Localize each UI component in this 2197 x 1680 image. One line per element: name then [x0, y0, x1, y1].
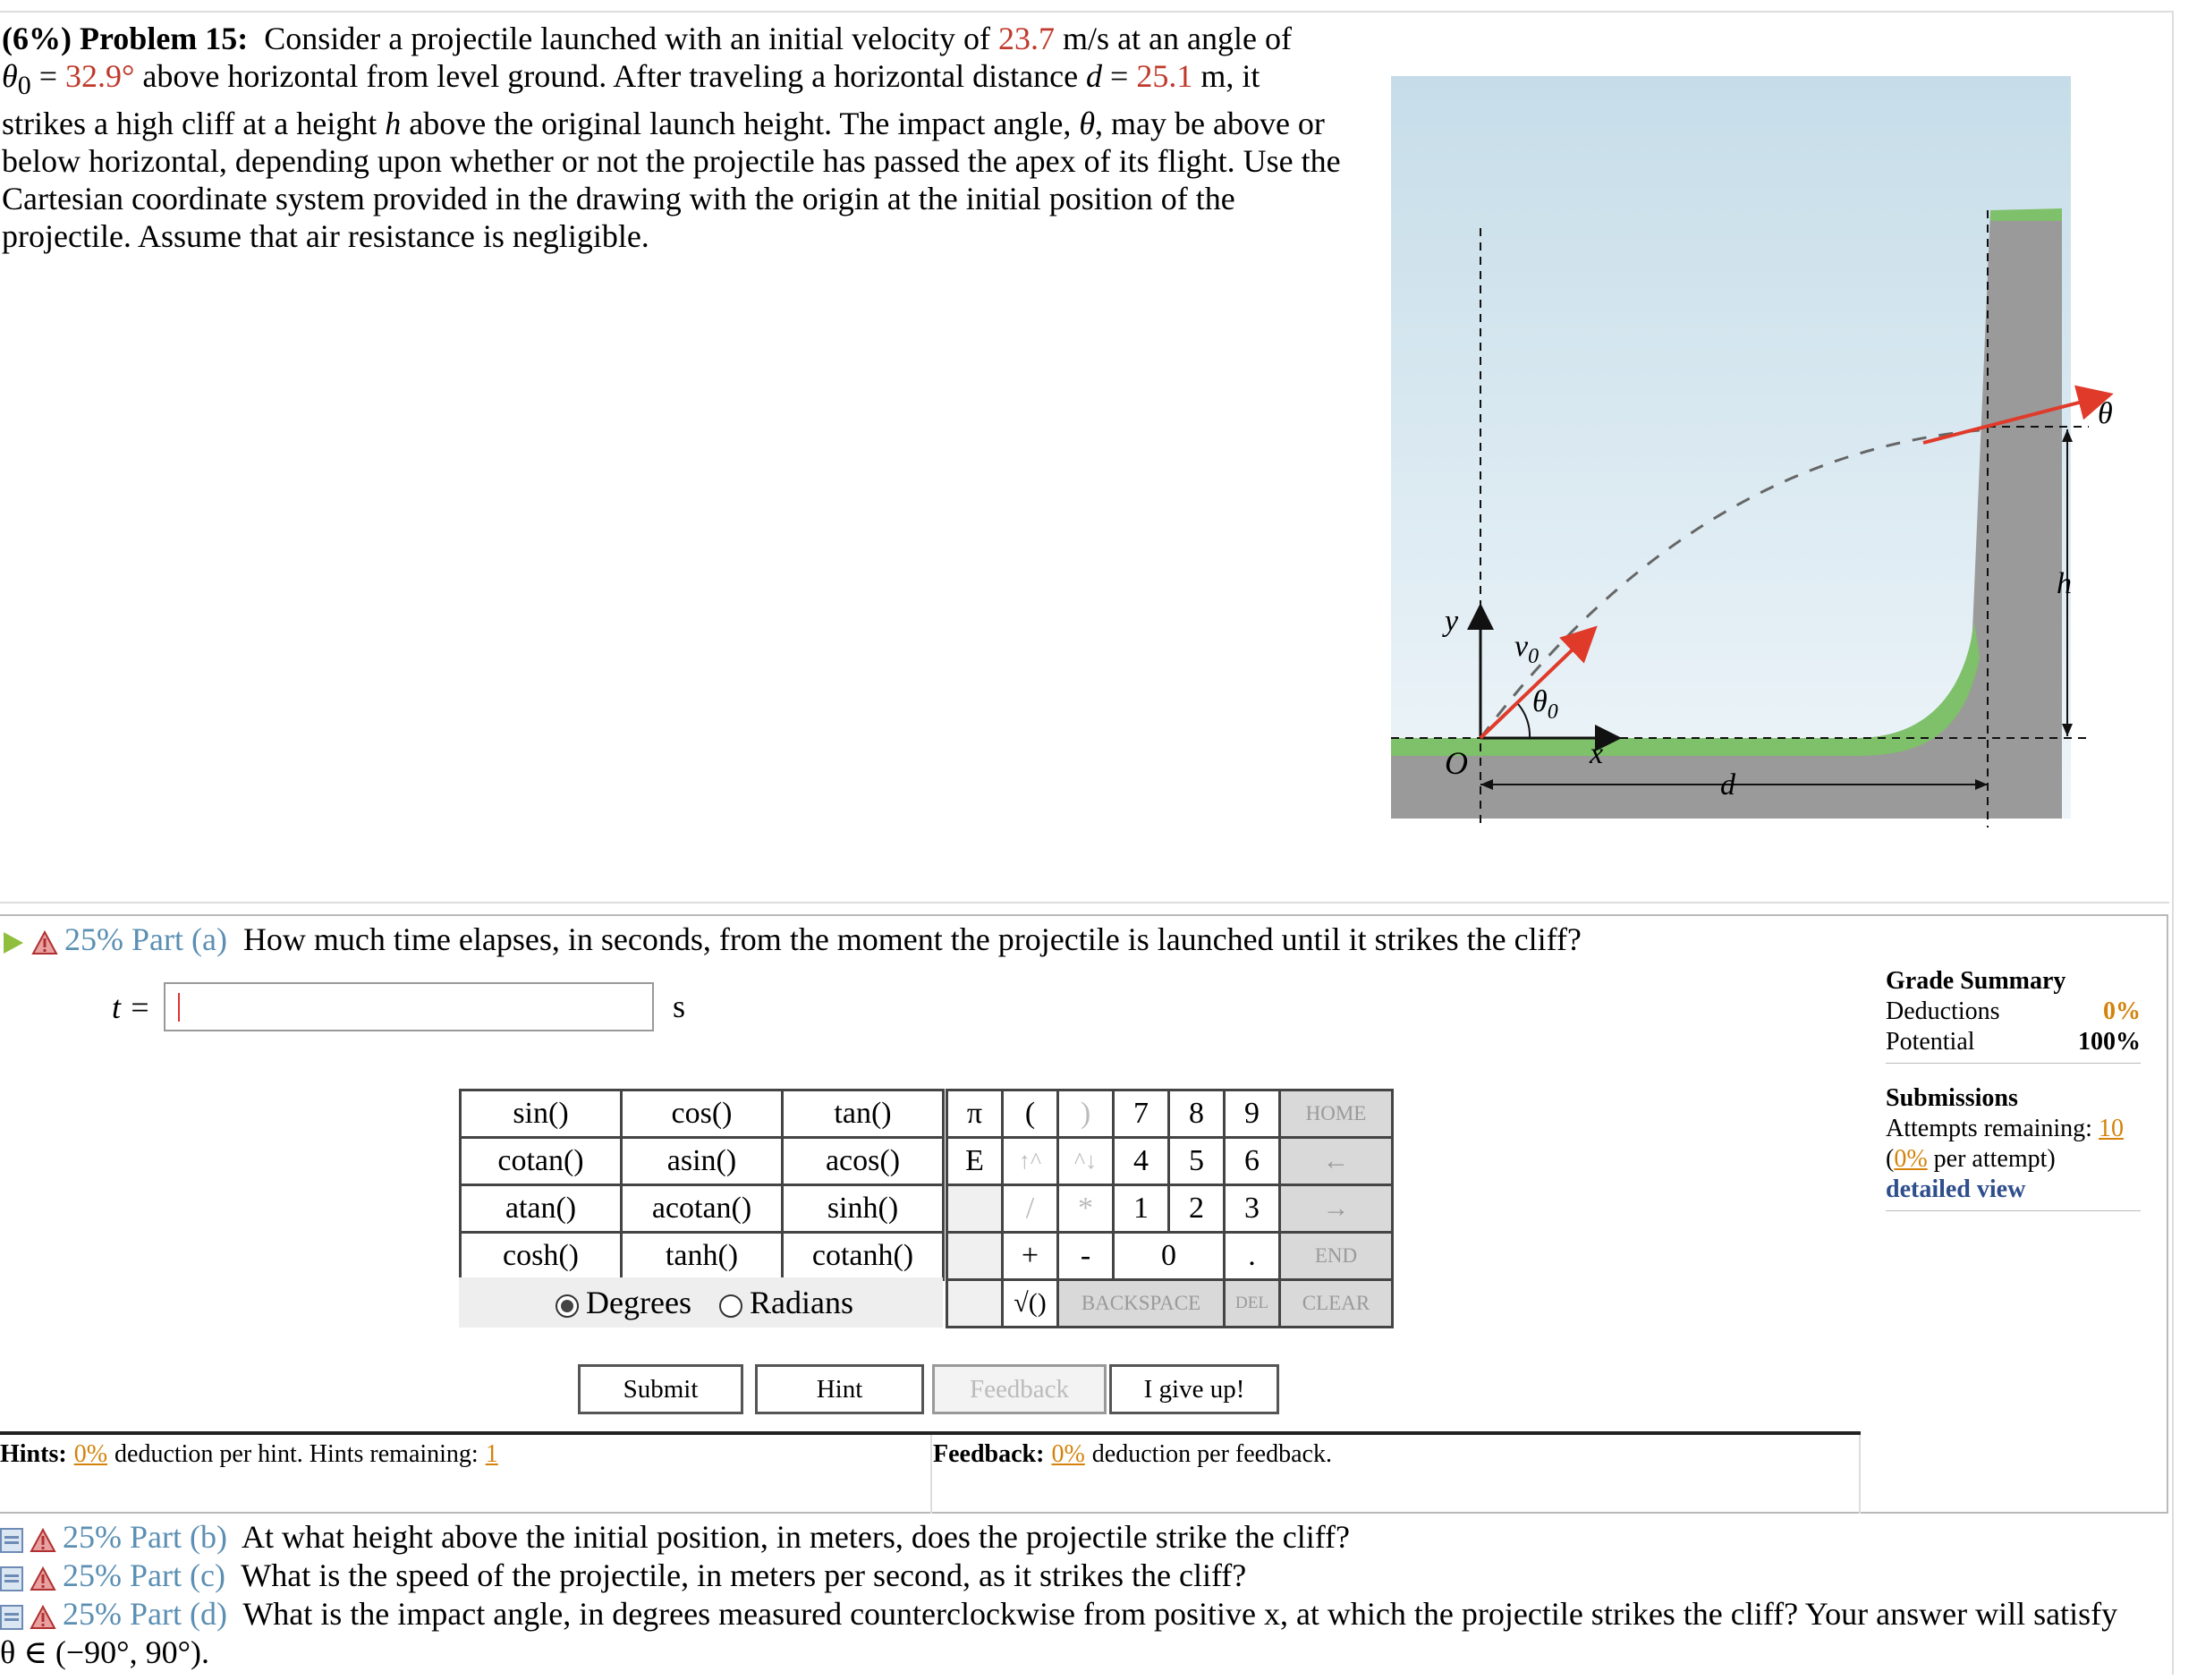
warning-icon — [30, 1529, 55, 1552]
y-axis-label: y — [1445, 605, 1459, 638]
theta-label: θ — [2098, 397, 2113, 430]
digit-8-key[interactable]: 8 — [1169, 1090, 1225, 1138]
right-arrow-key[interactable]: → — [1280, 1185, 1393, 1233]
warning-icon — [32, 931, 57, 955]
multiply-key[interactable]: * — [1058, 1185, 1114, 1233]
minus-key[interactable]: - — [1058, 1233, 1114, 1280]
theta-symbol: θ — [1079, 106, 1096, 142]
exponent-up-key[interactable]: ↑^ — [1003, 1138, 1058, 1185]
detailed-view-link[interactable]: detailed view — [1886, 1175, 2026, 1203]
digit-2-key[interactable]: 2 — [1169, 1185, 1225, 1233]
equals-sign: = — [30, 58, 65, 94]
expand-play-icon[interactable] — [4, 932, 23, 954]
warning-icon — [30, 1606, 55, 1629]
pi-key[interactable]: π — [947, 1090, 1003, 1138]
d-label: d — [1720, 768, 1735, 802]
theta0-symbol: θ — [2, 58, 18, 94]
degrees-label: Degrees — [586, 1285, 691, 1320]
digit-9-key[interactable]: 9 — [1225, 1090, 1280, 1138]
potential-label: Potential — [1886, 1028, 1975, 1056]
part-d-question: What is the impact angle, in degrees measured counterclockwise from positive x, at which the projectile strikes the cliff? Your answer will satisfy — [242, 1596, 2118, 1632]
theta0-label: $\theta_0$ — [1532, 685, 1558, 724]
theta0-sub: 0 — [17, 71, 31, 101]
divide-key[interactable]: / — [1003, 1185, 1058, 1233]
text-caret — [178, 993, 180, 1022]
right-border — [2172, 11, 2174, 1675]
hints-remaining: 1 — [485, 1440, 498, 1468]
problem-statement: (6%) Problem 15: Consider a projectile launched with an initial velocity of 23.7 m/s at an angle of $\theta_0 = 32.9^\circ$ above horizontal from level ground. After traveling a horizontal distance d = 25.1 m, it strikes a high cliff at a height h above the original launch height. The impact angle, θ, may be above or below horizontal, depending upon whether or not the projectile has passed the apex of its flight. Use the Cartesian coordinate system provided in the drawing with the origin at the initial position of the projectile. Assume that air resistance is negligible. — [2, 21, 1341, 255]
feedback-deduction-value: 0% — [1051, 1440, 1085, 1468]
sin-button[interactable]: sin() — [461, 1090, 622, 1138]
digit-5-key[interactable]: 5 — [1169, 1138, 1225, 1185]
answer-unit: s — [673, 988, 686, 1024]
collapsed-part-icon — [0, 1605, 23, 1630]
sqrt-key[interactable]: √() — [1003, 1280, 1058, 1328]
problem-weight: (6%) — [2, 21, 72, 56]
acotan-button[interactable]: acotan() — [622, 1185, 783, 1233]
projectile-diagram — [1382, 76, 2113, 863]
tanh-button[interactable]: tanh() — [622, 1233, 783, 1280]
problem-text-3: above horizontal from level ground. After traveling a horizontal distance — [134, 58, 1087, 94]
hint-deduction-text: deduction per hint. Hints remaining: — [115, 1440, 479, 1468]
calculator-functions — [459, 1089, 945, 1281]
digit-3-key[interactable]: 3 — [1225, 1185, 1280, 1233]
v0-value: 23.7 — [998, 21, 1056, 56]
blank-key — [947, 1233, 1003, 1280]
close-paren-key[interactable]: ) — [1058, 1090, 1114, 1138]
cosh-button[interactable]: cosh() — [461, 1233, 622, 1280]
digit-0-key[interactable]: 0 — [1114, 1233, 1225, 1280]
backspace-key[interactable]: BACKSPACE — [1058, 1280, 1225, 1328]
problem-text-4: strikes a high cliff at a height — [2, 106, 386, 142]
part-d-percent: 25% Part (d) — [63, 1596, 227, 1632]
section-divider — [0, 902, 2169, 904]
feedback-deduction-text: deduction per feedback. — [1091, 1440, 1332, 1468]
attempts-value: 10 — [2098, 1115, 2124, 1142]
x-axis-label: x — [1590, 737, 1604, 770]
blank-key — [947, 1280, 1003, 1328]
radians-label: Radians — [749, 1285, 853, 1320]
calculator-keypad — [946, 1089, 1394, 1328]
atan-button[interactable]: atan() — [461, 1185, 622, 1233]
cotan-button[interactable]: cotan() — [461, 1138, 622, 1185]
feedback-right-border — [1859, 1435, 1861, 1514]
top-border — [0, 11, 2174, 13]
digit-6-key[interactable]: 6 — [1225, 1138, 1280, 1185]
part-b-header[interactable] — [0, 1518, 1350, 1556]
attempts-label: Attempts remaining: — [1886, 1115, 2092, 1142]
open-paren-key[interactable]: ( — [1003, 1090, 1058, 1138]
acos-button[interactable]: acos() — [783, 1138, 944, 1185]
feedback-info — [933, 1440, 1332, 1469]
part-c-question: What is the speed of the projectile, in meters per second, as it strikes the cliff? — [241, 1557, 1247, 1593]
left-arrow-key[interactable]: ← — [1280, 1138, 1393, 1185]
clear-key[interactable]: CLEAR — [1280, 1280, 1393, 1328]
problem-title: Problem 15: — [79, 21, 249, 56]
cos-button[interactable]: cos() — [622, 1090, 783, 1138]
degrees-radio[interactable] — [556, 1294, 579, 1318]
v0-unit: m/s — [1055, 21, 1110, 56]
digit-4-key[interactable]: 4 — [1114, 1138, 1169, 1185]
problem-text-6: , may be above or below horizontal, depending upon whether or not the projectile has passed the apex of its flight. Use the Cartesian coordinate system provided in the drawing with the origin at the initial position of the projectile. Assume that air resistance is negligible. — [2, 106, 1341, 255]
hint-button[interactable]: Hint — [755, 1364, 924, 1414]
hints-info — [0, 1440, 505, 1469]
d-value: 25.1 — [1136, 58, 1193, 94]
collapsed-part-icon — [0, 1528, 23, 1553]
problem-text-5: above the original launch height. The impact angle, — [401, 106, 1080, 142]
sinh-button[interactable]: sinh() — [783, 1185, 944, 1233]
per-attempt-value: 0% — [1894, 1145, 1928, 1173]
feedback-button[interactable]: Feedback — [932, 1364, 1107, 1414]
part-a-percent: 25% Part (a) — [64, 921, 227, 957]
angle-mode-selector — [459, 1277, 943, 1328]
h-label: h — [2057, 567, 2072, 600]
asin-button[interactable]: asin() — [622, 1138, 783, 1185]
part-d-header[interactable] — [0, 1595, 2117, 1633]
deductions-value: 0% — [2103, 997, 2141, 1025]
warning-icon — [30, 1567, 55, 1591]
digit-7-key[interactable]: 7 — [1114, 1090, 1169, 1138]
give-up-button[interactable]: I give up! — [1109, 1364, 1279, 1414]
home-key[interactable]: HOME — [1280, 1090, 1393, 1138]
part-b-question: At what height above the initial position, in meters, does the projectile strike the cliff? — [241, 1519, 1350, 1555]
submissions-title: Submissions — [1886, 1084, 2018, 1112]
blank-key — [947, 1185, 1003, 1233]
part-c-header[interactable] — [0, 1557, 1246, 1594]
e-key[interactable]: E — [947, 1138, 1003, 1185]
feedback-label: Feedback: — [933, 1440, 1045, 1468]
plus-key[interactable]: + — [1003, 1233, 1058, 1280]
feedback-divider — [930, 1435, 932, 1514]
collapsed-part-icon — [0, 1566, 23, 1591]
theta0-value: 32.9° — [65, 58, 135, 94]
end-key[interactable]: END — [1280, 1233, 1393, 1280]
deductions-label: Deductions — [1886, 997, 2000, 1025]
problem-text-1: Consider a projectile launched with an initial velocity of — [264, 21, 999, 56]
problem-text-2: at an angle of — [1109, 21, 1292, 56]
part-c-percent: 25% Part (c) — [63, 1557, 225, 1593]
potential-value: 100% — [2078, 1028, 2141, 1056]
cliff-top-grass — [1990, 208, 2062, 221]
v0-label: $v_0$ — [1514, 630, 1540, 668]
hints-label: Hints: — [0, 1440, 67, 1468]
grade-summary-title: Grade Summary — [1886, 967, 2066, 995]
t-variable-label: t = — [112, 989, 151, 1025]
grade-summary: Grade Summary Deductions 0% Potential 100% Submissions Attempts remaining: 10 (0% per attempt) detailed view — [1886, 966, 2141, 1211]
part-a-header — [4, 921, 1582, 958]
answer-input[interactable] — [164, 982, 654, 1031]
tan-button[interactable]: tan() — [783, 1090, 944, 1138]
part-b-percent: 25% Part (b) — [63, 1519, 227, 1555]
origin-label: O — [1445, 745, 1468, 781]
per-attempt-label: per attempt) — [1933, 1145, 2056, 1173]
exponent-down-key[interactable]: ^↓ — [1058, 1138, 1114, 1185]
submit-button[interactable]: Submit — [578, 1364, 743, 1414]
radians-radio[interactable] — [719, 1294, 742, 1318]
part-a-question: How much time elapses, in seconds, from the moment the projectile is launched until it strikes the cliff? — [242, 921, 1582, 957]
d-unit: m, it — [1192, 58, 1260, 94]
decimal-key[interactable]: . — [1225, 1233, 1280, 1280]
digit-1-key[interactable]: 1 — [1114, 1185, 1169, 1233]
part-d-range: θ ∈ (−90°, 90°). — [0, 1634, 209, 1670]
hint-deduction-value: 0% — [73, 1440, 108, 1468]
h-symbol: h — [385, 106, 402, 142]
del-key[interactable]: DEL — [1225, 1280, 1280, 1328]
cotanh-button[interactable]: cotanh() — [783, 1233, 944, 1280]
d-symbol: d — [1086, 58, 1103, 94]
